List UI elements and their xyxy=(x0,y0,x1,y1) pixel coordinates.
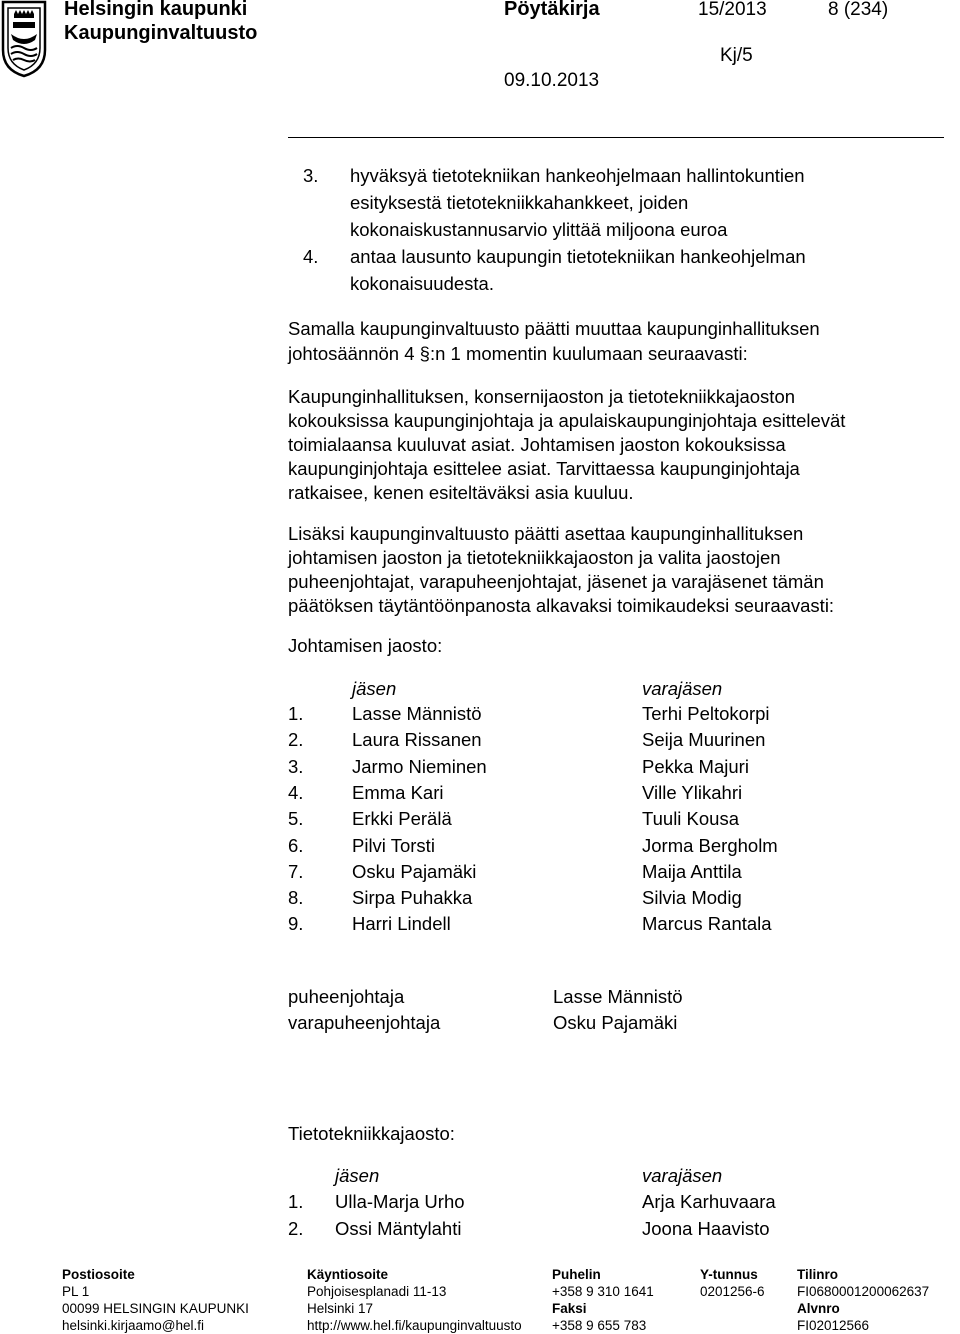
footer-label: Puhelin xyxy=(552,1267,601,1282)
footer-label: Käyntiosoite xyxy=(307,1267,389,1282)
list-text-line: hyväksyä tietotekniikan hankeohjelmaan hallintokuntien xyxy=(350,165,805,186)
footer-email: helsinki.kirjaamo@hel.fi xyxy=(62,1318,205,1333)
footer-label: Tilinro xyxy=(797,1267,839,1282)
document-date: 09.10.2013 xyxy=(504,70,600,91)
footer-line: PL 1 xyxy=(62,1284,90,1299)
vice-chair-label: varapuheenjohtaja xyxy=(288,1012,441,1033)
list-text-line: esityksestä tietotekniikkahankkeet, joiden xyxy=(350,192,689,213)
member-row xyxy=(0,913,960,939)
paragraph-line: ratkaisee, kenen esiteltäväksi asia kuuluu. xyxy=(288,482,634,503)
member-name: Sirpa Puhakka xyxy=(352,887,473,909)
member-name: Pilvi Torsti xyxy=(352,834,435,856)
member-name: Ulla-Marja Urho xyxy=(335,1191,465,1212)
member-row xyxy=(0,1218,960,1244)
member-row-number: 2. xyxy=(288,1217,304,1239)
member-name: Osku Pajamäki xyxy=(352,860,477,882)
deputy-name: Jorma Bergholm xyxy=(642,834,778,856)
paragraph-line: toimialaansa kuuluvat asiat. Johtamisen jaoston kokouksissa xyxy=(288,434,786,455)
header-divider xyxy=(288,137,944,138)
member-row-number: 1. xyxy=(288,703,304,724)
footer-business-id xyxy=(700,1266,765,1300)
section-title-tietotekniikka: Tietotekniikkajaosto: xyxy=(288,1123,455,1144)
paragraph-line: Lisäksi kaupunginvaltuusto päätti asettaa kaupunginhallituksen xyxy=(288,523,804,544)
column-header-member: jäsen xyxy=(352,678,397,699)
member-name: Emma Kari xyxy=(352,781,444,803)
footer-line: 0201256-6 xyxy=(700,1284,765,1299)
chair-name: Lasse Männistö xyxy=(553,986,683,1007)
footer-label: Alvnro xyxy=(797,1301,840,1316)
paragraph-line: kaupunginjohtaja esittelee asiat. Tarvittaessa kaupunginjohtaja xyxy=(288,458,800,479)
member-row xyxy=(0,861,960,887)
footer-line: FI0680001200062637 xyxy=(797,1284,930,1299)
member-row xyxy=(0,835,960,861)
deputy-name: Joona Haavisto xyxy=(642,1217,770,1239)
deputy-name: Arja Karhuvaara xyxy=(642,1191,776,1212)
member-row xyxy=(0,756,960,782)
member-name: Jarmo Nieminen xyxy=(352,755,487,777)
footer-postal xyxy=(62,1266,249,1334)
document-number: 15/2013 xyxy=(698,0,767,20)
paragraph-line: puheenjohtajat, varapuheenjohtajat, jäsenet ja varajäsenet tämän xyxy=(288,571,824,592)
member-row-number: 2. xyxy=(288,729,304,751)
member-row-number: 7. xyxy=(288,860,304,882)
footer-line: FI02012566 xyxy=(797,1318,870,1333)
organization-name: Helsingin kaupunki xyxy=(64,0,248,20)
member-row xyxy=(0,703,960,729)
list-text-line: kokonaiskustannusarvio ylittää miljoona euroa xyxy=(350,219,728,240)
section-title-johtamisen: Johtamisen jaosto: xyxy=(288,635,443,656)
footer-visit xyxy=(307,1266,522,1334)
paragraph-line: Kaupunginhallituksen, konsernijaoston ja tietotekniikkajaoston xyxy=(288,386,796,407)
footer-label: Faksi xyxy=(552,1301,587,1316)
column-header-member: jäsen xyxy=(335,1165,380,1186)
vice-chair-name: Osku Pajamäki xyxy=(553,1012,678,1033)
deputy-name: Maija Anttila xyxy=(642,860,742,882)
footer-label: Postiosoite xyxy=(62,1267,135,1282)
list-number: 3. xyxy=(303,165,319,186)
footer-account xyxy=(797,1266,929,1334)
paragraph-line: johtamisen jaoston ja tietotekniikkajaoston ja valita jaostojen xyxy=(288,547,781,568)
deputy-name: Silvia Modig xyxy=(642,887,742,909)
chair-label: puheenjohtaja xyxy=(288,986,405,1007)
column-header-deputy: varajäsen xyxy=(642,1165,723,1186)
member-row-number: 5. xyxy=(288,808,304,830)
paragraph-line: kokouksissa kaupunginjohtaja ja apulaiskaupunginjohtaja esittelevät xyxy=(288,410,846,431)
footer-line: +358 9 310 1641 xyxy=(552,1284,654,1299)
member-row-number: 1. xyxy=(288,1191,304,1212)
footer-line: Pohjoisesplanadi 11-13 xyxy=(307,1284,447,1299)
deputy-name: Terhi Peltokorpi xyxy=(642,703,770,724)
deputy-name: Pekka Majuri xyxy=(642,755,749,777)
member-row xyxy=(0,808,960,834)
member-name: Laura Rissanen xyxy=(352,729,482,751)
deputy-name: Ville Ylikahri xyxy=(642,781,743,803)
member-name: Ossi Mäntylahti xyxy=(335,1217,462,1239)
document-type: Pöytäkirja xyxy=(504,0,600,20)
member-row-number: 4. xyxy=(288,781,304,803)
paragraph-line: päätöksen täytäntöönpanosta alkavaksi toimikaudeksi seuraavasti: xyxy=(288,595,835,616)
helsinki-crest-icon xyxy=(0,0,48,78)
member-row-number: 8. xyxy=(288,887,304,909)
section-code: Kj/5 xyxy=(720,45,753,66)
member-name: Lasse Männistö xyxy=(352,703,482,724)
footer-line: 00099 HELSINGIN KAUPUNKI xyxy=(62,1301,249,1316)
deputy-name: Tuuli Kousa xyxy=(642,808,740,830)
footer-phone xyxy=(552,1266,654,1334)
footer-label: Y-tunnus xyxy=(700,1267,758,1282)
member-row xyxy=(0,887,960,913)
member-row-number: 9. xyxy=(288,913,304,935)
member-name: Harri Lindell xyxy=(352,913,451,935)
member-row xyxy=(0,782,960,808)
list-text-line: kokonaisuudesta. xyxy=(350,273,494,294)
member-row xyxy=(0,729,960,755)
deputy-name: Marcus Rantala xyxy=(642,913,772,935)
footer-line: Helsinki 17 xyxy=(307,1301,374,1316)
list-number: 4. xyxy=(303,246,319,267)
paragraph-line: johtosäännön 4 §:n 1 momentin kuulumaan seuraavasti: xyxy=(288,343,748,364)
list-text-line: antaa lausunto kaupungin tietotekniikan hankeohjelman xyxy=(350,246,806,267)
member-row xyxy=(0,1191,960,1217)
column-header-deputy: varajäsen xyxy=(642,678,723,699)
body-name: Kaupunginvaltuusto xyxy=(64,22,258,44)
member-row-number: 6. xyxy=(288,834,304,856)
paragraph-line: Samalla kaupunginvaltuusto päätti muuttaa kaupunginhallituksen xyxy=(288,318,820,339)
footer-line: +358 9 655 783 xyxy=(552,1318,647,1333)
page-number: 8 (234) xyxy=(828,0,889,20)
member-name: Erkki Perälä xyxy=(352,808,452,830)
footer-url: http://www.hel.fi/kaupunginvaltuusto xyxy=(307,1318,522,1333)
member-row-number: 3. xyxy=(288,755,304,777)
deputy-name: Seija Muurinen xyxy=(642,729,766,751)
